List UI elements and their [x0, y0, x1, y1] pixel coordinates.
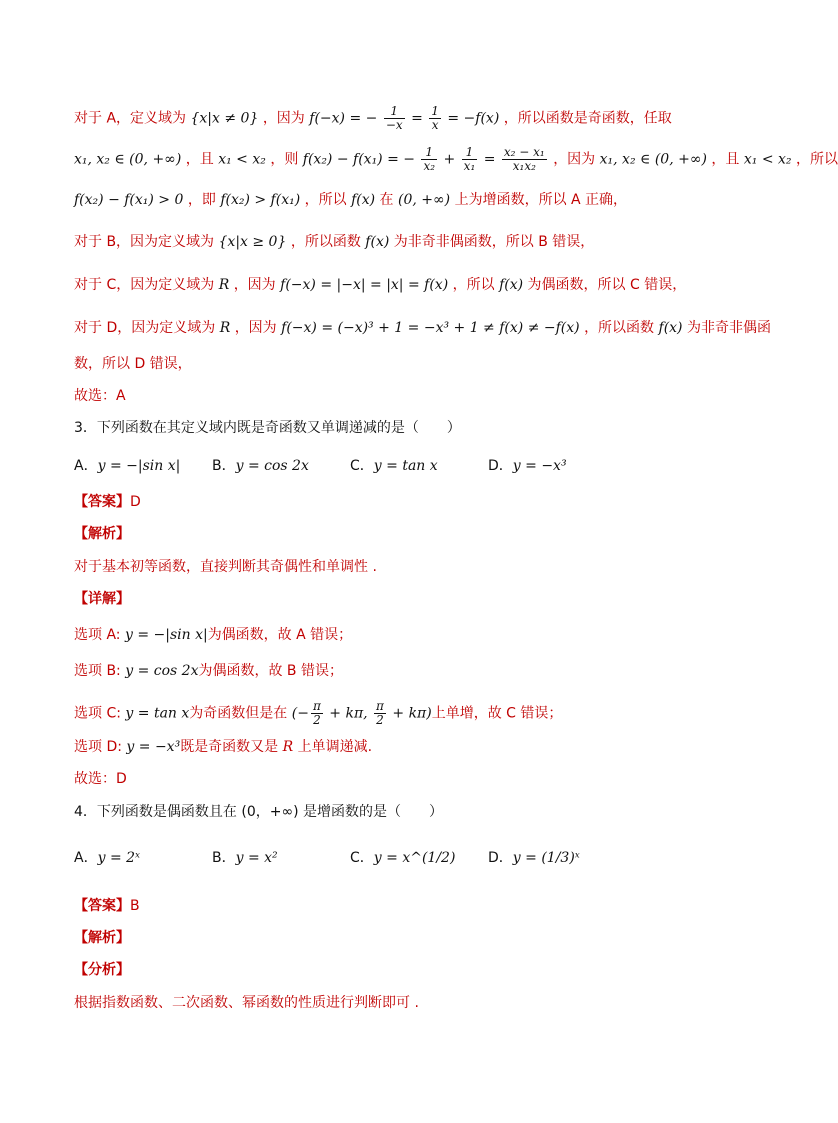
- fraction: [384, 105, 405, 132]
- math: f(−x) = |−x| = |x| = f(x): [280, 277, 449, 293]
- text: ，所以: [304, 192, 347, 208]
- q4-option-c: [350, 848, 455, 868]
- interval-mid: + kπ,: [324, 705, 373, 722]
- text: 在: [379, 192, 394, 208]
- fraction-den: x₁x₂: [512, 159, 536, 173]
- q4-option-b: [212, 848, 278, 868]
- q4-option-a: [74, 848, 140, 868]
- p2-line-7: 数，所以 D 错误，: [74, 356, 192, 372]
- math: f(x): [365, 234, 390, 250]
- math-plus: +: [443, 151, 456, 168]
- math-fneg: f(−x) = −: [309, 110, 378, 127]
- q3-options: [74, 456, 714, 476]
- p2-choose: 故选：A: [74, 388, 126, 404]
- q4-analysis-tag: 【解析】: [74, 930, 130, 946]
- p2-line-2: [74, 146, 838, 173]
- math: f(x): [351, 192, 376, 208]
- text: ，因为: [553, 151, 596, 168]
- option-expr: y = x^(1/2): [373, 850, 456, 866]
- q4-options: [74, 848, 714, 868]
- fraction-den: 2: [376, 713, 384, 727]
- p2-line-4: [74, 232, 594, 252]
- q3-option-b: [212, 456, 309, 476]
- fraction-num: π: [312, 699, 321, 713]
- math-eq: =: [483, 151, 496, 168]
- answer-value: D: [130, 494, 141, 510]
- detail-post: 为偶函数，故 B 错误；: [198, 663, 343, 679]
- option-label: C．: [350, 458, 374, 474]
- fraction-den: x: [431, 118, 439, 132]
- option-label: A．: [74, 850, 98, 866]
- math: f(x): [499, 277, 524, 293]
- q3-analysis-tag: 【解析】: [74, 526, 130, 542]
- p2-line-3: [74, 190, 627, 210]
- detail-mid: 为奇函数但是在: [189, 705, 288, 722]
- q3-choose: 故选：D: [74, 771, 127, 787]
- p2-line-6: [74, 318, 771, 338]
- detail-pre: 选项 B:: [74, 663, 121, 679]
- text: ，所以函数是奇函数，任取: [503, 110, 672, 127]
- fraction: [421, 146, 437, 173]
- math: f(x₂) − f(x₁) > 0: [74, 192, 184, 208]
- fraction-num: 1: [431, 104, 439, 118]
- answer-tag: 【答案】: [74, 898, 130, 914]
- fraction-num: 1: [462, 146, 478, 160]
- text: 为偶函数，所以 C 错误，: [527, 277, 687, 293]
- text: ，且: [711, 151, 740, 168]
- math-domain-a: {x|x ≠ 0}: [190, 110, 259, 127]
- math: x₁, x₂ ∈ (0, +∞): [74, 151, 182, 168]
- interval-open: (−: [291, 705, 309, 722]
- detail-post: 上单调递减.: [297, 739, 373, 755]
- math: f(−x) = (−x)³ + 1 = −x³ + 1 ≠ f(x) ≠ −f(x): [281, 320, 580, 336]
- math: (0, +∞): [398, 192, 451, 208]
- text: 对于 D，因为定义域为: [74, 320, 216, 336]
- q3-answer: [74, 492, 141, 512]
- math: x₁, x₂ ∈ (0, +∞): [599, 151, 707, 168]
- q4-stem: 4．下列函数是偶函数且在 (0，+∞) 是增函数的是（ ）: [74, 804, 444, 820]
- option-expr: y = (1/3)ˣ: [512, 850, 580, 866]
- detail-pre: 选项 A:: [74, 627, 121, 643]
- option-expr: y = −|sin x|: [97, 458, 181, 474]
- q3-option-a: [74, 456, 180, 476]
- text: 为非奇非偶函数，所以 B 错误，: [393, 234, 595, 250]
- option-label: D．: [488, 850, 513, 866]
- fraction-num: π: [376, 699, 384, 713]
- q4-fenxi-text: 根据指数函数、二次函数、幂函数的性质进行判断即可 .: [74, 995, 419, 1011]
- text: ，因为: [262, 110, 305, 127]
- math: x₁ < x₂: [218, 151, 266, 168]
- q4-option-d: [488, 848, 580, 868]
- math-neg-fx: = −f(x): [447, 110, 500, 127]
- p2-line-5: [74, 275, 686, 295]
- text: ，所以: [795, 151, 838, 168]
- math: f(x₂) > f(x₁): [220, 192, 301, 208]
- answer-tag: 【答案】: [74, 494, 130, 510]
- text: ，所以函数: [584, 320, 655, 336]
- detail-math: y = cos 2x: [125, 663, 199, 679]
- text: ，即: [187, 192, 216, 208]
- option-expr: y = −x³: [512, 458, 567, 474]
- q3-detail-tag: 【详解】: [74, 591, 130, 607]
- text: ，且: [185, 151, 214, 168]
- q3-detail-b: [74, 661, 343, 681]
- detail-math: y = tan x: [125, 705, 190, 722]
- option-expr: y = tan x: [373, 458, 438, 474]
- text: 为非奇非偶函: [686, 320, 771, 336]
- fraction-den: x₂: [423, 159, 436, 173]
- math: R: [218, 277, 230, 293]
- fraction: [311, 700, 323, 727]
- fraction-num: 1: [384, 105, 405, 119]
- option-expr: y = 2ˣ: [97, 850, 140, 866]
- interval-close: + kπ): [387, 705, 432, 722]
- fraction-den: x₁: [463, 159, 476, 173]
- text: ，所以: [452, 277, 495, 293]
- detail-post: 上单增，故 C 错误；: [431, 705, 563, 722]
- option-expr: y = cos 2x: [235, 458, 309, 474]
- detail-math: y = −x³: [126, 739, 181, 755]
- math: f(x₂) − f(x₁) = −: [302, 151, 415, 168]
- detail-pre: 选项 D:: [74, 739, 122, 755]
- q3-option-d: [488, 456, 567, 476]
- q3-stem: 3．下列函数在其定义域内既是奇函数又单调递减的是（ ）: [74, 420, 461, 436]
- detail-mid: 既是奇函数又是: [180, 739, 279, 755]
- q3-detail-c: [74, 700, 562, 727]
- answer-value: B: [130, 898, 140, 914]
- math: {x|x ≥ 0}: [218, 234, 287, 250]
- math-eq: =: [411, 110, 423, 127]
- option-label: D．: [488, 458, 513, 474]
- math: R: [219, 320, 231, 336]
- q3-option-c: [350, 456, 438, 476]
- fraction-num: x₂ − x₁: [503, 145, 545, 159]
- p2-line-1: [74, 105, 672, 132]
- option-label: A．: [74, 458, 98, 474]
- fraction: [502, 146, 547, 173]
- q4-answer: [74, 896, 140, 916]
- fraction: [462, 146, 478, 173]
- q3-detail-a: [74, 625, 352, 645]
- fraction-den: 2: [313, 713, 321, 727]
- detail-math: y = −|sin x|: [124, 627, 208, 643]
- detail-r: R: [282, 739, 294, 755]
- fraction-den: −x: [385, 118, 403, 132]
- option-label: C．: [350, 850, 374, 866]
- fraction: [429, 105, 441, 132]
- fraction: [374, 700, 386, 727]
- text: 对于 B，因为定义域为: [74, 234, 215, 250]
- math: x₁ < x₂: [743, 151, 792, 168]
- text: ，则: [270, 151, 299, 168]
- text: ，因为: [234, 320, 277, 336]
- option-label: B．: [212, 850, 236, 866]
- detail-post: 为偶函数，故 A 错误；: [207, 627, 353, 643]
- text: 上为增函数，所以 A 正确，: [454, 192, 628, 208]
- detail-pre: 选项 C:: [74, 705, 121, 722]
- text: ，因为: [233, 277, 276, 293]
- option-expr: y = x²: [235, 850, 278, 866]
- q3-detail-d: [74, 737, 372, 757]
- option-label: B．: [212, 458, 236, 474]
- q3-analysis-text: 对于基本初等函数，直接判断其奇偶性和单调性 .: [74, 559, 377, 575]
- text: ，所以函数: [290, 234, 361, 250]
- fraction-num: 1: [421, 146, 437, 160]
- text: 对于 A，定义域为: [74, 110, 187, 127]
- text: 对于 C，因为定义域为: [74, 277, 215, 293]
- math: f(x): [658, 320, 683, 336]
- q4-fenxi-tag: 【分析】: [74, 962, 130, 978]
